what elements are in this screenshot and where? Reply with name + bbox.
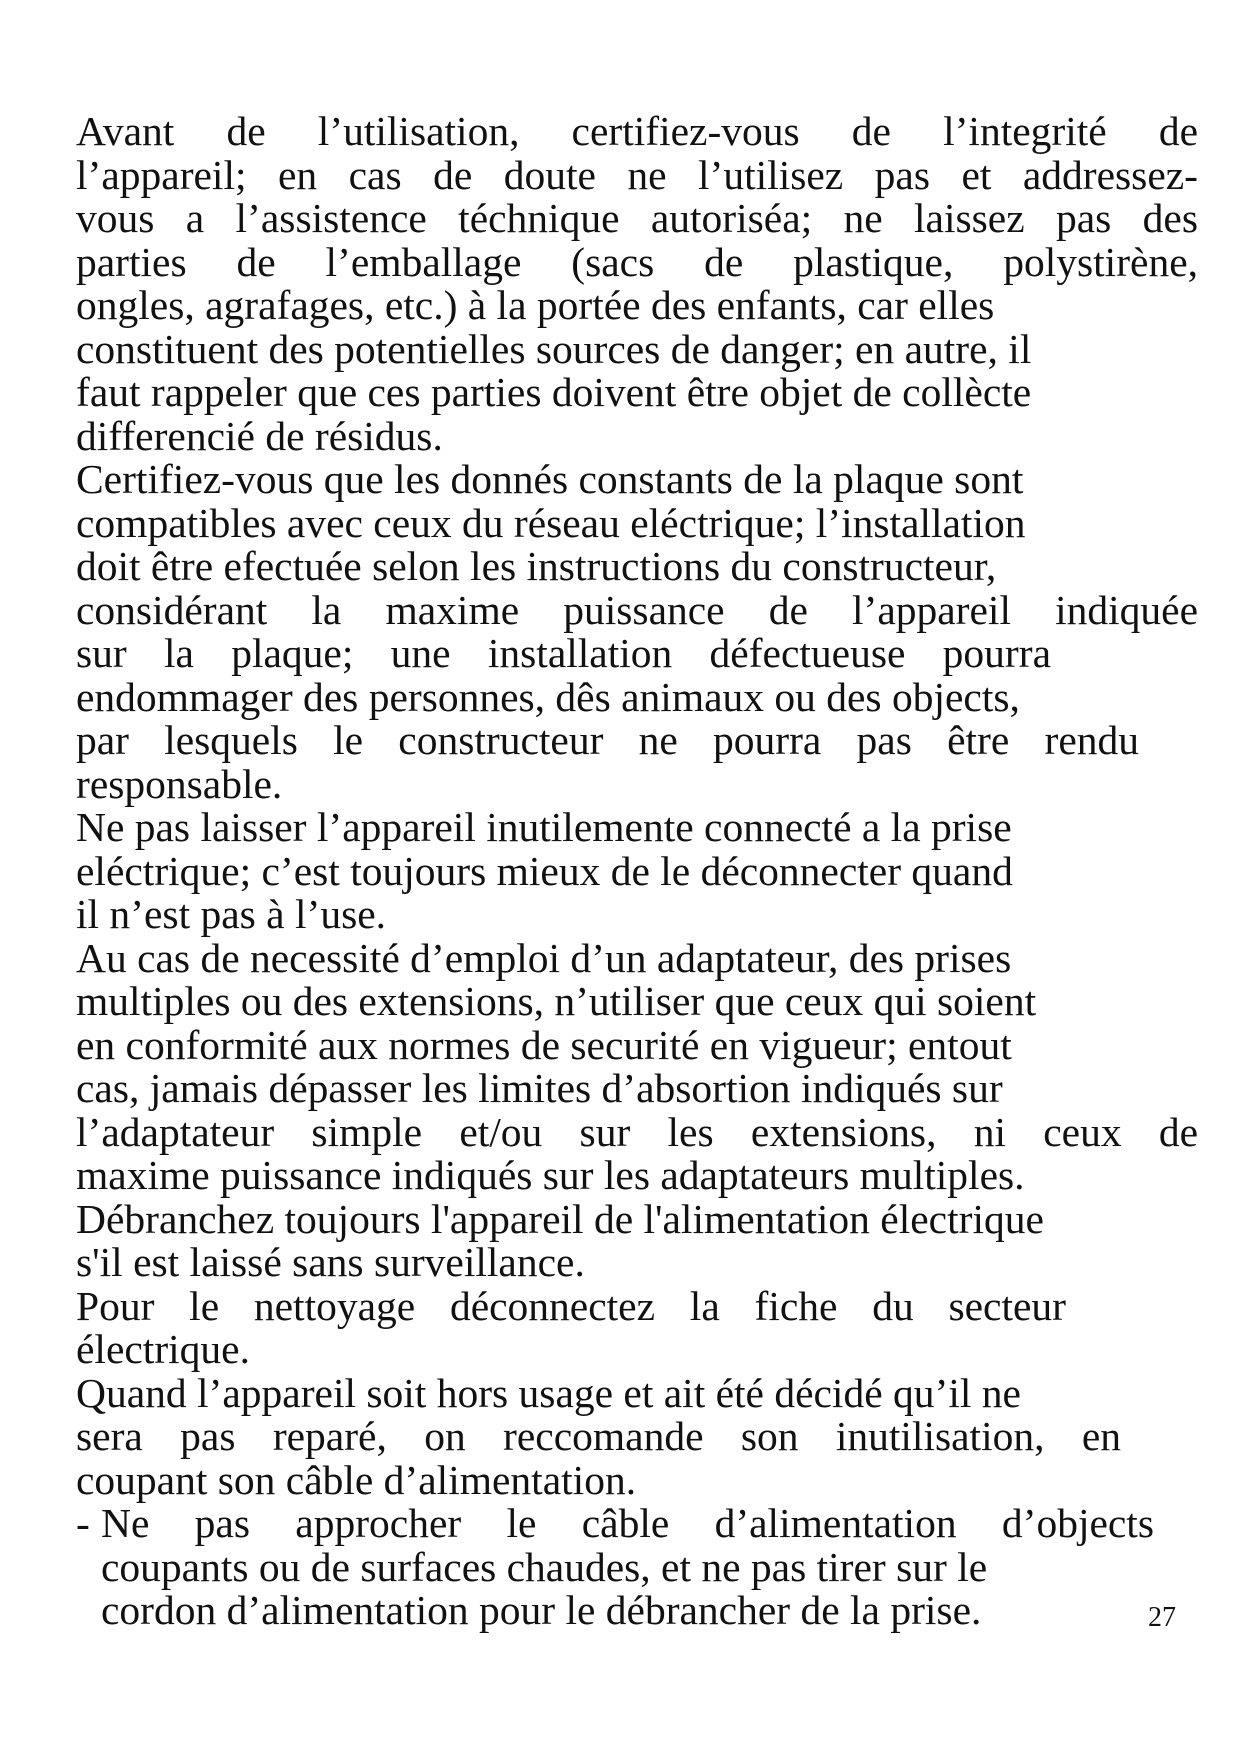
text-line: sur la plaque; une installation défectueuse pourra bbox=[76, 630, 1051, 676]
text-line: par lesquels le constructeur ne pourra pas être rendu bbox=[76, 717, 1139, 763]
paragraph-adapters bbox=[76, 934, 1198, 1198]
text-line: maxime puissance indiqués sur les adaptateurs multiples. bbox=[76, 1152, 1025, 1198]
paragraph-cleaning bbox=[76, 1282, 1198, 1372]
paragraph-unplug bbox=[76, 806, 1198, 937]
text-line: differencié de résidus. bbox=[76, 412, 443, 459]
text-line: Débranchez toujours l'appareil de l'alimentation électrique bbox=[76, 1195, 1044, 1242]
text-line: faut rappeler que ces parties doivent être objet de collècte bbox=[76, 369, 1032, 415]
text-line: s'il est laissé sans surveillance. bbox=[76, 1239, 585, 1285]
text-line: Avant de l’utilisation, certifiez-vous de l’integrité de bbox=[76, 108, 1198, 154]
bullet-cable-warning bbox=[76, 1502, 1198, 1633]
text-line: ongles, agrafages, etc.) à la portée des enfants, car elles bbox=[76, 282, 995, 328]
text-line: cas, jamais dépasser les limites d’absortion indiqués sur bbox=[76, 1065, 1003, 1111]
paragraph-installation bbox=[76, 458, 1198, 806]
text-line: Certifiez-vous que les donnés constants de la plaque sont bbox=[76, 456, 1024, 502]
paragraph-disposal bbox=[76, 1369, 1198, 1503]
text-line: endommager des personnes, dês animaux ou des objects, bbox=[76, 673, 1020, 720]
text-line: l’adaptateur simple et/ou sur les extensions, ni ceux de bbox=[76, 1108, 1198, 1155]
paragraph-unattended bbox=[76, 1195, 1198, 1285]
text-line: compatibles avec ceux du réseau eléctrique; l’installation bbox=[76, 499, 1026, 546]
text-line: multiples ou des extensions, n’utiliser que ceux qui soient bbox=[76, 978, 1037, 1024]
text-line: Au cas de necessité d’emploi d’un adaptateur, des prises bbox=[76, 934, 1012, 981]
text-line: Pour le nettoyage déconnectez la fiche du secteur bbox=[76, 1282, 1066, 1329]
paragraph-packaging-warning bbox=[76, 110, 1198, 458]
text-line: cordon d’alimentation pour le débrancher de la prise. bbox=[101, 1587, 982, 1633]
text-line: électrique. bbox=[76, 1326, 250, 1372]
text-line: sera pas reparé, on reccomande son inutilisation, en bbox=[76, 1413, 1121, 1459]
text-line: constituent des potentielles sources de danger; en autre, il bbox=[76, 325, 1032, 372]
text-line: coupants ou de surfaces chaudes, et ne pas tirer sur le bbox=[101, 1543, 988, 1590]
document-body bbox=[76, 110, 1198, 1633]
text-line: il n’est pas à l’use. bbox=[76, 891, 387, 937]
text-line: Quand l’appareil soit hors usage et ait été décidé qu’il ne bbox=[76, 1369, 1021, 1416]
text-line: coupant son câble d’alimentation. bbox=[76, 1456, 637, 1503]
page-number: 27 bbox=[1148, 1602, 1176, 1633]
text-line: l’appareil; en cas de doute ne l’utilisez pas et addressez- bbox=[76, 151, 1198, 198]
text-line: eléctrique; c’est toujours mieux de le déconnecter quand bbox=[76, 847, 1013, 894]
text-line: vous a l’assistence téchnique autoriséa; ne laissez pas des bbox=[76, 195, 1198, 241]
text-line: doit être efectuée selon les instructions du constructeur, bbox=[76, 543, 997, 589]
text-line: parties de l’emballage (sacs de plastique, polystirène, bbox=[76, 238, 1198, 285]
bullet-dash: - bbox=[76, 1500, 90, 1546]
text-line: en conformité aux normes de securité en vigueur; entout bbox=[76, 1021, 1012, 1068]
text-line: responsable. bbox=[76, 760, 283, 807]
text-line: Ne pas approcher le câble d’alimentation d’objects bbox=[101, 1500, 1154, 1546]
text-line: considérant la maxime puissance de l’appareil indiquée bbox=[76, 586, 1198, 633]
text-line: Ne pas laisser l’appareil inutilemente connecté a la prise bbox=[76, 804, 1012, 850]
